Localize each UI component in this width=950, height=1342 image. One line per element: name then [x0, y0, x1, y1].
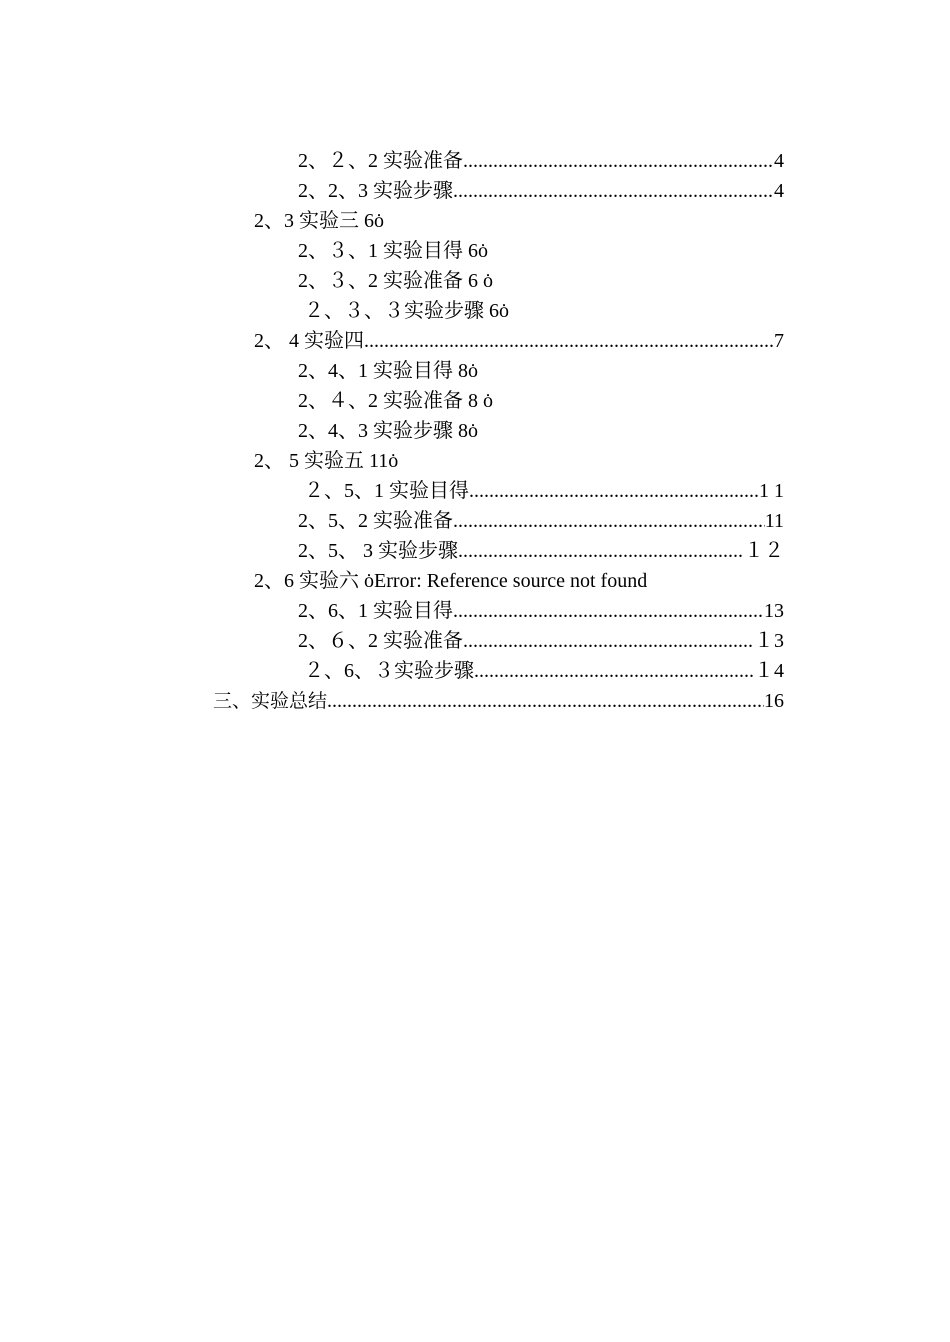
toc-entry-label: 2、４、2 实验准备 8 ȯ — [298, 390, 493, 412]
toc-entry-3[interactable] — [0, 686, 784, 716]
toc-dot-leader — [327, 686, 764, 716]
toc-entry-label: 2、4、1 实验目得 8ȯ — [298, 360, 478, 382]
toc-dot-leader — [453, 596, 764, 626]
toc-page-number: 13 — [764, 600, 784, 622]
toc-entry-2-4[interactable] — [0, 326, 784, 356]
toc-entry-label: ２、5、1 实验目得 — [304, 480, 469, 502]
toc-dot-leader — [453, 176, 774, 206]
toc-entry-2-6-3[interactable] — [0, 656, 784, 686]
toc-page-number: 16 — [764, 690, 784, 712]
toc-entry-label: 2、5、 3 实验步骤 — [298, 540, 458, 562]
toc-entry-label: ２、３、３实验步骤 6ȯ — [304, 300, 509, 322]
toc-page-number: 4 — [774, 180, 784, 202]
table-of-contents — [0, 146, 950, 716]
toc-entry-2-6-2[interactable] — [0, 626, 784, 656]
toc-page-number: １２ — [744, 540, 784, 562]
toc-entry-label: 2、2、3 实验步骤 — [298, 180, 453, 202]
toc-entry-2-5-3[interactable] — [0, 536, 784, 566]
toc-entry-2-5-2[interactable] — [0, 506, 784, 536]
toc-entry-2-6[interactable] — [0, 566, 784, 596]
toc-dot-leader — [453, 506, 765, 536]
toc-page-number: 1 1 — [759, 480, 784, 502]
toc-entry-2-5[interactable] — [0, 446, 784, 476]
toc-entry-2-6-1[interactable] — [0, 596, 784, 626]
toc-dot-leader — [474, 656, 754, 686]
toc-entry-2-3-2[interactable] — [0, 266, 784, 296]
toc-entry-2-3[interactable] — [0, 206, 784, 236]
toc-page-number: 4 — [774, 150, 784, 172]
toc-entry-2-2-2[interactable] — [0, 146, 784, 176]
toc-entry-2-3-3[interactable] — [0, 296, 784, 326]
toc-entry-label: ２、6、３实验步骤 — [304, 660, 474, 682]
toc-entry-label: 2、２、2 实验准备 — [298, 150, 463, 172]
toc-entry-label: 2、 5 实验五 11ȯ — [254, 450, 399, 472]
toc-entry-2-4-3[interactable] — [0, 416, 784, 446]
toc-entry-label: 2、 4 实验四 — [254, 330, 364, 352]
toc-entry-2-5-1[interactable] — [0, 476, 784, 506]
toc-page-number: 11 — [764, 510, 784, 532]
toc-entry-2-4-2[interactable] — [0, 386, 784, 416]
toc-entry-label: 三、实验总结 — [213, 690, 328, 712]
toc-entry-2-2-3[interactable] — [0, 176, 784, 206]
toc-entry-label: 2、６、2 实验准备 — [298, 630, 463, 652]
toc-entry-label: 2、6 实验六 ȯError: Reference source not found — [254, 570, 648, 592]
toc-entry-label: 2、３、2 实验准备 6 ȯ — [298, 270, 493, 292]
toc-dot-leader — [364, 326, 774, 356]
toc-dot-leader — [469, 476, 759, 506]
toc-entry-2-3-1[interactable] — [0, 236, 784, 266]
toc-entry-2-4-1[interactable] — [0, 356, 784, 386]
toc-entry-label: 2、3 实验三 6ȯ — [254, 210, 384, 232]
toc-page-number: １4 — [754, 660, 784, 682]
toc-page-number: 7 — [774, 330, 784, 352]
toc-entry-label: 2、３、1 实验目得 6ȯ — [298, 240, 488, 262]
toc-entry-label: 2、6、1 实验目得 — [298, 600, 453, 622]
toc-dot-leader — [463, 626, 754, 656]
toc-page-number: １3 — [754, 630, 784, 652]
toc-entry-label: 2、4、3 实验步骤 8ȯ — [298, 420, 478, 442]
toc-dot-leader — [458, 536, 744, 566]
toc-dot-leader — [463, 146, 774, 176]
toc-entry-label: 2、5、2 实验准备 — [298, 510, 453, 532]
